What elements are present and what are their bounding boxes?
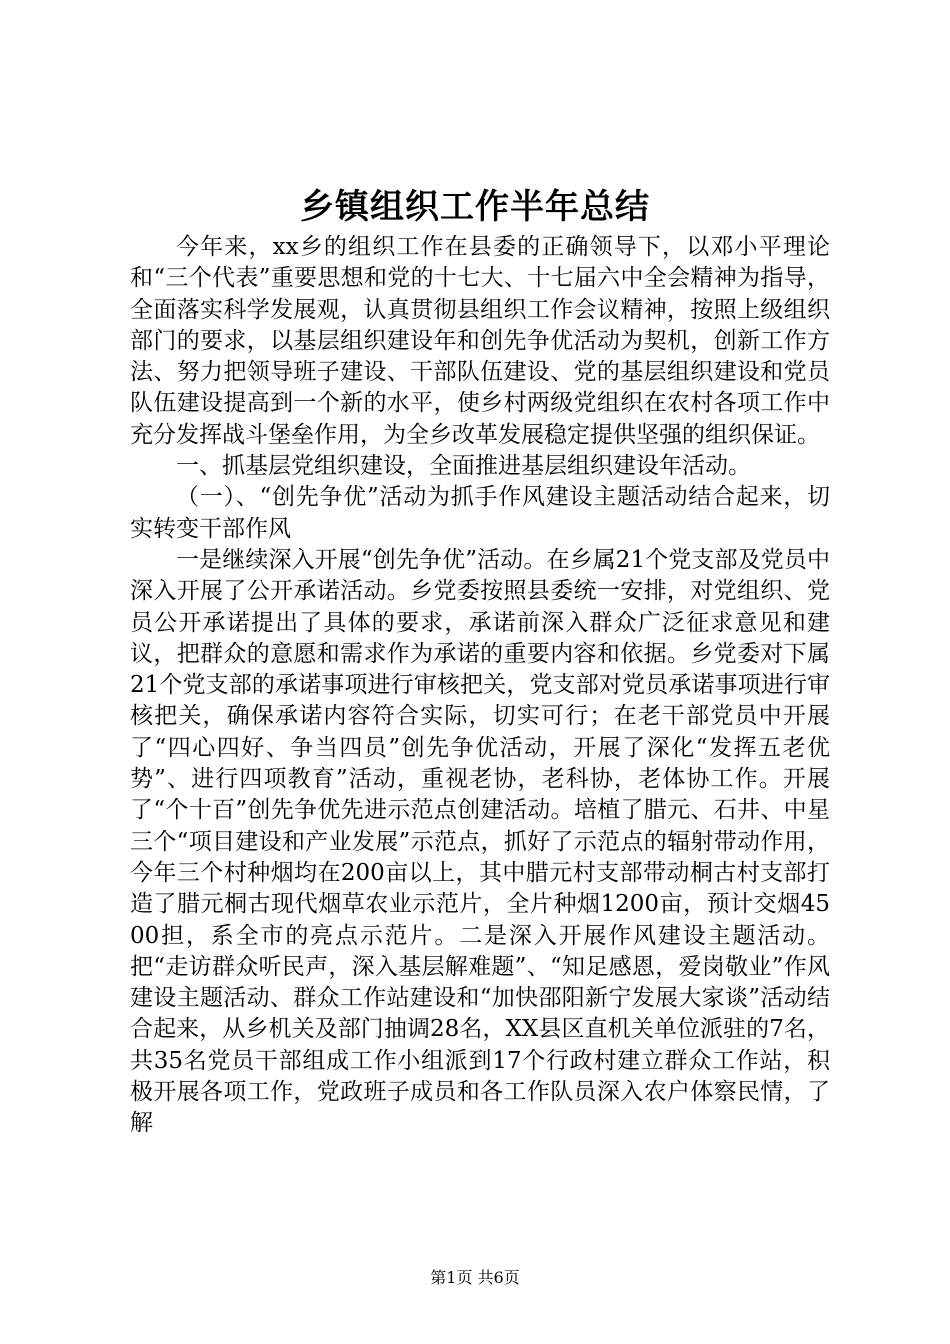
document-body bbox=[130, 232, 830, 1140]
paragraph-body: 一是继续深入开展“创先争优”活动。在乡属21个党支部及党员中深入开展了公开承诺活动。乡党委按照县委统一安排，对党组织、党员公开承诺提出了具体的要求，承诺前深入群众广泛征求意见和建议，把群众的意愿和需求作为承诺的重要内容和依据。乡党委对下属21个党支部的承诺事项进行审核把关，党支部对党员承诺事项进行审核把关，确保承诺内容符合实际，切实可行；在老干部党员中开展了“四心四好、争当四员”创先争优活动，开展了深化“发挥五老优势”、进行四项教育”活动，重视老协，老科协，老体协工作。开展了“个十百”创先争优先进示范点创建活动。培植了腊元、石井、中星三个“项目建设和产业发展”示范点，抓好了示范点的辐射带动作用，今年三个村种烟均在200亩以上，其中腊元村支部带动桐古村支部打造了腊元桐古现代烟草农业示范片，全片种烟1200亩，预计交烟4500担，系全市的亮点示范片。二是深入开展作风建设主题活动。把“走访群众听民声，深入基层解难题”、“知足感恩，爱岗敬业”作风建设主题活动、群众工作站建设和“加快邵阳新宁发展大家谈”活动结合起来，从乡机关及部门抽调28名，XX县区直机关单位派驻的7名，共35名党员干部组成工作小组派到17个行政村建立群众工作站，积极开展各项工作，党政班子成员和各工作队员深入农户体察民情，了解 bbox=[130, 546, 830, 1137]
document-title: 乡镇组织工作半年总结 bbox=[300, 187, 650, 227]
paragraph-intro: 今年来，xx乡的组织工作在县委的正确领导下，以邓小平理论和“三个代表”重要思想和党的十七大、十七届六中全会精神为指导，全面落实科学发展观，认真贯彻县组织工作会议精神，按照上级组织部门的要求，以基层组织建设年和创先争优活动为契机，创新工作方法、努力把领导班子建设、干部队伍建设、党的基层组织建设和党员队伍建设提高到一个新的水平，使乡村两级党组织在农村各项工作中充分发挥战斗堡垒作用，为全乡改革发展稳定提供坚强的组织保证。 bbox=[130, 234, 830, 448]
paragraph-subsection-heading: （一）、“创先争优”活动为抓手作风建设主题活动结合起来，切实转变干部作风 bbox=[130, 484, 830, 542]
page-footer: 第1页 共6页 bbox=[430, 1268, 520, 1287]
paragraph-section-heading: 一、抓基层党组织建设，全面推进基层组织建设年活动。 bbox=[176, 453, 751, 480]
